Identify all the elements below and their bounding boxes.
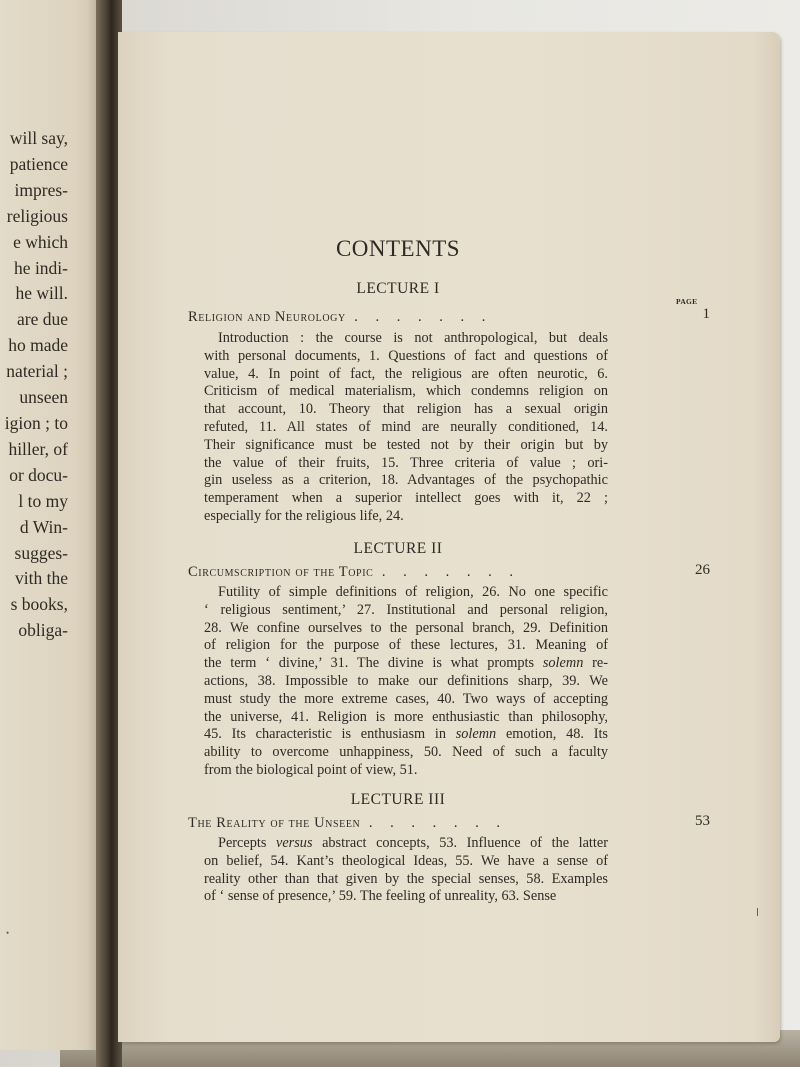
leader-dots: . . . . . . . [354,309,493,325]
left-page-line: d Win- [19,516,68,537]
left-page-line: igion ; to [4,412,68,433]
left-page-line: or docu- [9,464,68,485]
right-page [118,32,780,1042]
paper-mark [757,908,758,916]
lecture-heading: LECTURE II [353,540,443,557]
summary-line: reality other than that given by the special senses, 58. Examples [204,870,608,887]
summary-line: the value of their fruits, 15. Three criteria of value ; ori- [204,454,608,471]
lecture-title [188,564,608,581]
summary-line: actions, 38. Impossible to make our definitions sharp, 39. We [204,672,608,689]
left-page-line: l to my [18,490,68,511]
left-page-line: he indi- [14,257,68,278]
summary-line: from the biological point of view, 51. [204,761,418,778]
contents-title: CONTENTS [335,236,461,261]
lecture-title [188,815,608,832]
left-page-line: he will. [15,283,68,304]
left-page-line: will say, [9,128,68,148]
left-page-line: obliga- [18,620,68,641]
summary-line: Introduction : the course is not anthropological, but deals [218,330,608,346]
summary-line: the term ‘ divine,’ 31. The divine is what prompts solemn re- [204,655,608,672]
lecture-title [188,309,608,326]
summary-line: of religion for the purpose of these lectures, 31. Meaning of [204,637,608,654]
left-page-line: are due [16,309,68,330]
lecture-summary [204,584,608,780]
lecture-heading: LECTURE I [356,280,440,297]
leader-dots: . . . . . . . [368,815,507,831]
summary-line: value, 4. In point of fact, the religious are often neurotic, 6. [204,365,608,382]
summary-line: Percepts versus abstract concepts, 53. Influence of the latter [218,835,608,851]
summary-line: temperament when a superior intellect goes with it, 22 ; [204,490,608,507]
summary-line: ‘ religious sentiment,’ 27. Institutional and personal religion, [204,601,608,618]
left-page-line: sugges- [14,542,68,563]
paper-speck: • [6,928,10,938]
summary-line: 28. We confine ourselves to the personal branch, 29. Definition [204,619,608,636]
summary-line: that account, 10. Theory that religion has a sexual origin [204,401,608,418]
leader-dots: . . . . . . . [381,564,520,580]
page-number: 53 [695,813,710,829]
left-page-line: s books, [10,594,68,615]
left-page [0,0,108,1050]
left-page-line: e which [13,231,68,252]
page-column-heading: PAGE [676,297,698,306]
summary-line: refuted, 11. All states of mind are neurally conditioned, 14. [204,418,608,435]
summary-line: gin useless as a criterion, 18. Advantages of the psychopathic [204,472,608,489]
left-page-text [0,126,68,644]
lecture-title-text: The Reality of the Unseen [188,815,361,831]
left-page-line: impres- [14,179,68,200]
summary-line: especially for the religious life, 24. [204,507,404,524]
summary-line: on belief, 54. Kant’s theological Ideas, 55. We have a sense of [204,852,608,869]
summary-line: must study the more extreme cases, 40. Two ways of accepting [204,690,608,707]
summary-line: ability to overcome unhappiness, 50. Need of such a faculty [204,744,608,761]
left-page-line: naterial ; [6,361,68,382]
lecture-summary [204,835,608,906]
summary-line: of ‘ sense of presence,’ 59. The feeling of unreality, 63. Sense [204,888,557,905]
summary-line: with personal documents, 1. Questions of fact and questions of [204,347,608,364]
left-page-line: religious [6,205,68,226]
lecture-title-text: Circumscription of the Topic [188,564,374,580]
summary-line: the universe, 41. Religion is more enthusiastic than philosophy, [204,708,608,725]
lecture-heading: LECTURE III [350,791,446,808]
lecture-title-text: Religion and Neurology [188,309,346,325]
left-page-line: patience [9,153,68,174]
summary-line: Their significance must be tested not by their origin but by [204,436,608,453]
page-number: 1 [702,306,710,322]
summary-line: Criticism of medical materialism, which condemns religion on [204,383,608,400]
summary-line: 45. Its characteristic is enthusiasm in solemn emotion, 48. Its [204,726,608,743]
left-page-line: vith the [15,568,68,589]
left-page-line: hiller, of [8,438,68,459]
left-page-line: ho made [8,335,68,356]
lecture-summary [204,330,608,526]
page-number: 26 [695,562,710,578]
summary-line: Futility of simple definitions of religion, 26. No one specific [218,584,608,600]
left-page-line: unseen [19,387,68,408]
